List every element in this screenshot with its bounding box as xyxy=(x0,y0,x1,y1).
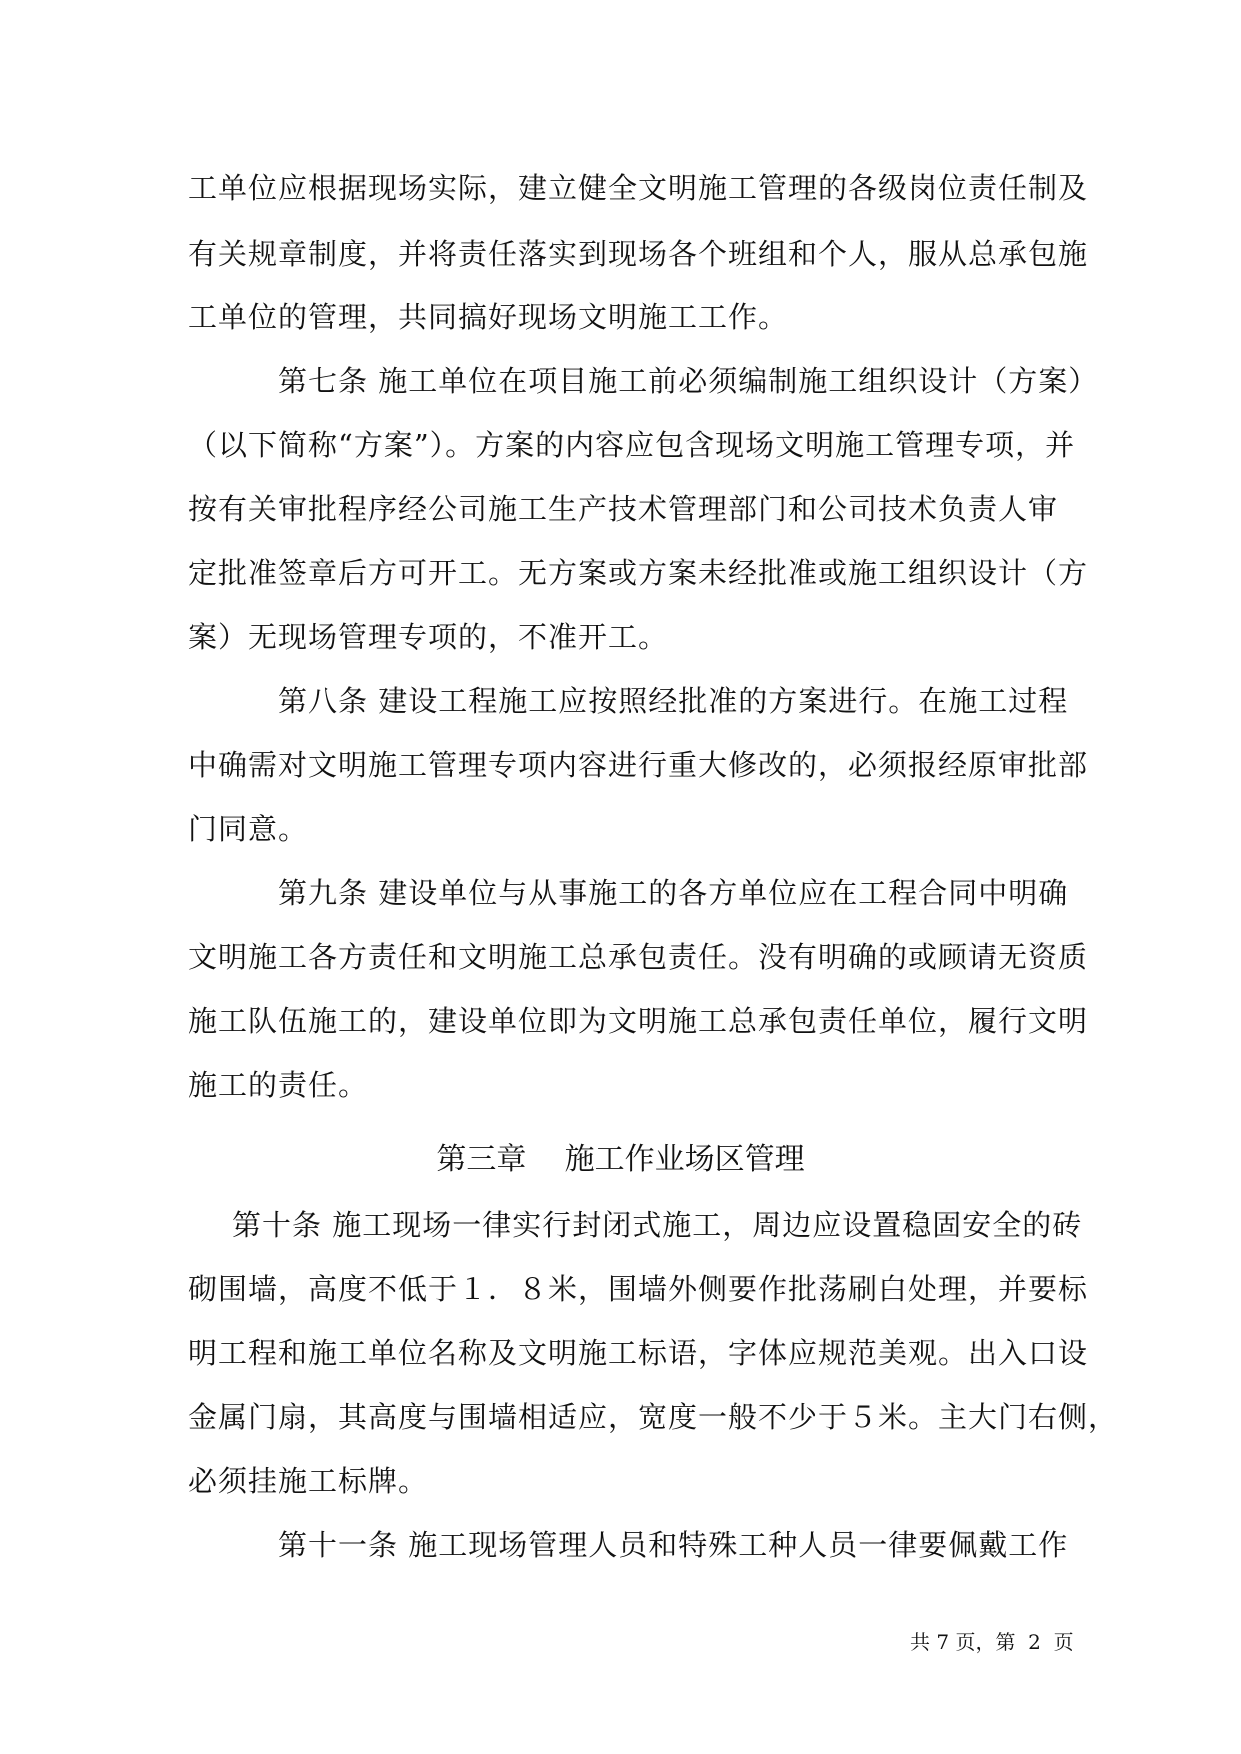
article-7-line-2: （以下简称“方案”）。方案的内容应包含现场文明施工管理专项，并 xyxy=(188,428,1076,462)
article-9-line-1: 第九条 建设单位与从事施工的各方单位应在工程合同中明确 xyxy=(278,876,1069,910)
article-7-line-1: 第七条 施工单位在项目施工前必须编制施工组织设计（方案） xyxy=(278,364,1099,398)
text-line-3: 工单位的管理，共同搞好现场文明施工工作。 xyxy=(188,300,789,334)
chapter-heading: 第三章 施工作业场区管理 xyxy=(436,1142,805,1177)
article-8-line-3: 门同意。 xyxy=(188,812,309,846)
article-8-line-1: 第八条 建设工程施工应按照经批准的方案进行。在施工过程 xyxy=(278,684,1069,718)
article-10-line-5: 必须挂施工标牌。 xyxy=(188,1464,429,1498)
text-line-2: 有关规章制度，并将责任落实到现场各个班组和个人，服从总承包施 xyxy=(188,237,1089,271)
article-9-line-4: 施工的责任。 xyxy=(188,1068,369,1102)
article-9-line-2: 文明施工各方责任和文明施工总承包责任。没有明确的或顾请无资质 xyxy=(188,940,1089,974)
article-7-line-3: 按有关审批程序经公司施工生产技术管理部门和公司技术负责人审 xyxy=(188,492,1059,526)
article-10-line-4: 金属门扇，其高度与围墙相适应，宽度一般不少于５米。主大门右侧， xyxy=(188,1400,1119,1434)
article-10-line-2: 砌围墙，高度不低于１．８米，围墙外侧要作批荡刷白处理，并要标 xyxy=(188,1272,1089,1306)
page-number-footer: 共 7 页，第 2 页 xyxy=(910,1630,1074,1654)
article-10-line-1: 第十条 施工现场一律实行封闭式施工，周边应设置稳固安全的砖 xyxy=(232,1208,1083,1242)
article-8-line-2: 中确需对文明施工管理专项内容进行重大修改的，必须报经原审批部 xyxy=(188,748,1089,782)
article-9-line-3: 施工队伍施工的，建设单位即为文明施工总承包责任单位，履行文明 xyxy=(188,1004,1089,1038)
article-7-line-5: 案）无现场管理专项的，不准开工。 xyxy=(188,620,669,654)
article-10-line-3: 明工程和施工单位名称及文明施工标语，字体应规范美观。出入口设 xyxy=(188,1336,1089,1370)
text-line-1: 工单位应根据现场实际，建立健全文明施工管理的各级岗位责任制及 xyxy=(188,171,1089,205)
article-11-line-1: 第十一条 施工现场管理人员和特殊工种人员一律要佩戴工作 xyxy=(278,1528,1069,1562)
article-7-line-4: 定批准签章后方可开工。无方案或方案未经批准或施工组织设计（方 xyxy=(188,556,1089,590)
